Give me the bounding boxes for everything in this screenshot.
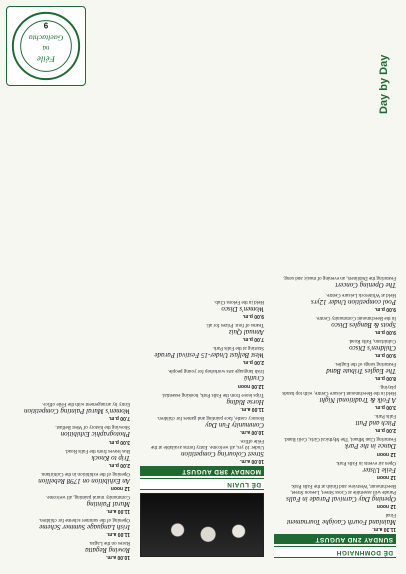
band-photo: [140, 493, 264, 557]
event-description: Featuring Clan Mhaol, The Mythical Girls, Ceili Band.: [283, 436, 396, 443]
event-list: [140, 299, 264, 464]
event-time: 7.00 p.m.: [242, 336, 264, 343]
event-description: Falls Park.: [374, 413, 396, 420]
event-time: 10.00 a.m.: [106, 554, 130, 560]
event-time: 3.00 p.m.: [374, 404, 396, 411]
event-title: Pitch and Putt: [355, 419, 396, 428]
event-item: [140, 322, 264, 342]
day-heading-irish: DÉ LUAIN: [140, 478, 264, 490]
event-item: [10, 401, 130, 421]
column-tuesday: [10, 40, 130, 560]
event-item: [274, 338, 396, 358]
event-item: [10, 494, 130, 514]
event-description: Featuring the Dubliners, an evening of music and song.: [283, 274, 396, 281]
event-time: 12 noon: [110, 484, 130, 491]
day-by-day-graphic: [380, 40, 402, 120]
day-heading: MONDAY 3RD AUGUST: [140, 466, 264, 476]
event-title: Horse Riding: [226, 397, 264, 406]
event-time: 11.30 a.m.: [372, 525, 396, 532]
event-item: [140, 392, 264, 412]
event-title: Trip to Knock: [91, 453, 130, 462]
logo-line1: Féile: [36, 54, 56, 65]
event-description: Trips leave from the Falls Park, booking essential.: [161, 391, 264, 398]
event-title: Mainland Fourth Caoighe Tournament: [286, 517, 396, 526]
event-item: [274, 315, 396, 335]
event-time: 9.00 p.m.: [242, 313, 264, 320]
event-item: [140, 368, 264, 388]
event-item: [274, 483, 396, 509]
event-title: Feile Ulster: [362, 465, 396, 474]
event-description: Teams of four. Prizes for all.: [205, 322, 264, 329]
event-time: 11.00 a.m.: [106, 530, 130, 537]
event-item: [274, 436, 396, 456]
event-description: Opening of the exhibition in the Cultúrlann.: [40, 470, 130, 477]
event-item: [140, 345, 264, 365]
event-title: Women's Mural Painting Competition: [23, 407, 130, 416]
day-by-day-graphic-svg: [380, 40, 402, 120]
event-time: 10.00 a.m.: [240, 428, 264, 435]
event-title: Photographic Exhibition: [60, 430, 130, 439]
event-description: Featuring songs of the Eagles.: [334, 361, 396, 368]
event-description: Bouncy castle, face painting and games for children.: [156, 414, 264, 421]
event-time: 12 noon: [376, 473, 396, 480]
event-description: Cultúrlann, Falls Road.: [348, 338, 396, 345]
event-item: [274, 512, 396, 532]
event-time: 12.00 noon: [237, 382, 264, 389]
event-title: Women's Disco: [221, 305, 264, 314]
event-list: [274, 275, 396, 532]
event-item: [274, 413, 396, 433]
event-description: In the Beechmount Community Centre.: [315, 314, 396, 321]
event-item: [140, 415, 264, 435]
event-description: Held at Whiterock Leisure Centre.: [325, 291, 396, 298]
event-title: Cruthú: [244, 374, 264, 383]
event-description: Held in the Felons Club.: [214, 299, 264, 306]
event-time: 3.00 p.m.: [108, 438, 130, 445]
event-title: Children's Disco: [349, 344, 396, 353]
event-description: Showing the history of West Belfast.: [55, 424, 130, 431]
event-time: 7.00 p.m.: [108, 415, 130, 422]
logo-line3: Gaeltachta: [28, 33, 64, 43]
event-title: Community Fun Day: [205, 420, 264, 429]
event-item: [274, 275, 396, 289]
event-description: Races on the Lagan.: [88, 539, 130, 546]
event-description: Final: [385, 511, 396, 518]
event-title: Street Colouring Competition: [181, 449, 264, 458]
day-heading-irish: DÉ DOMHNAIGH: [274, 546, 396, 558]
event-time: 2.00 p.m.: [374, 427, 396, 434]
event-item: [10, 448, 130, 468]
event-time: 11.00 a.m.: [240, 405, 264, 412]
event-title: Irish Language Summer Scheme: [39, 522, 130, 531]
event-item: [140, 299, 264, 319]
event-item: [10, 540, 130, 560]
event-item: [10, 424, 130, 444]
event-time: 11.00 a.m.: [106, 507, 130, 514]
event-title: An Exhibition on 1798 Rebellion: [38, 476, 130, 485]
event-title: Rowing Regatta: [85, 545, 130, 554]
event-title: The Eagles Tribute Band: [326, 367, 396, 376]
event-time: 12 noon: [376, 450, 396, 457]
event-item: [274, 361, 396, 381]
event-item: [140, 438, 264, 464]
event-description: Entry by arrangement with the Féile office.: [41, 401, 130, 408]
event-item: [10, 517, 130, 537]
event-time: 9.00 p.m.: [374, 329, 396, 336]
day-by-day-text: Day by Day: [378, 54, 390, 114]
event-description: Under 10 yrs, all welcome. Entry forms available at the Féile office.: [150, 437, 264, 450]
event-description: Irish language arts workshop for young people.: [167, 368, 264, 375]
event-title: A Folk & Traditional Night: [319, 396, 396, 405]
event-description: Open air events in Falls Park.: [335, 459, 396, 466]
event-time: 9.00 p.m.: [374, 305, 396, 312]
event-time: 2.00 p.m.: [242, 359, 264, 366]
feile-logo: [6, 6, 86, 86]
event-item: [274, 384, 396, 410]
event-title: Annual Quiz: [228, 328, 264, 337]
event-time: 12 noon: [376, 502, 396, 509]
event-title: Dance in the Park: [344, 442, 396, 451]
event-description: Held in the Beechmount Leisure Centre, with top bands playing.: [282, 384, 396, 397]
event-description: Opening of the summer scheme for children.: [38, 516, 130, 523]
column-sunday: [274, 40, 396, 560]
event-time: 10.00 a.m.: [240, 457, 264, 464]
event-title: The Opening Concert: [335, 280, 396, 289]
event-title: Mural Painting: [86, 499, 130, 508]
event-list: [10, 401, 130, 560]
feile-logo-svg: [7, 7, 85, 85]
day-heading: SUNDAY 2ND AUGUST: [274, 534, 396, 544]
event-description: Bus leaves from the Falls Road.: [64, 447, 130, 454]
event-title: West Belfast Under-15 Festival Parade: [154, 351, 264, 360]
page-number: 9: [43, 20, 49, 30]
event-title: Spots & Bangles Disco: [331, 320, 396, 329]
event-title: Opening Day Carnival Parade in Falls: [286, 494, 396, 503]
logo-line2: na: [42, 44, 50, 51]
event-title: Pool competition Under 12yrs: [311, 297, 396, 306]
event-item: [274, 292, 396, 312]
event-description: Parade will assemble at Cross Street, Leeson Street, Beechmount, Westview and finish at the Falls Park.: [290, 482, 396, 495]
event-description: Community mural painting, all welcome.: [45, 493, 130, 500]
column-monday: [140, 40, 264, 560]
event-description: Starting at the Falls Park.: [212, 345, 264, 352]
event-item: [10, 471, 130, 491]
event-time: 9.00 p.m.: [374, 352, 396, 359]
event-time: 8.00 p.m.: [374, 375, 396, 382]
event-item: [274, 460, 396, 480]
event-time: 2.00 p.m.: [108, 461, 130, 468]
